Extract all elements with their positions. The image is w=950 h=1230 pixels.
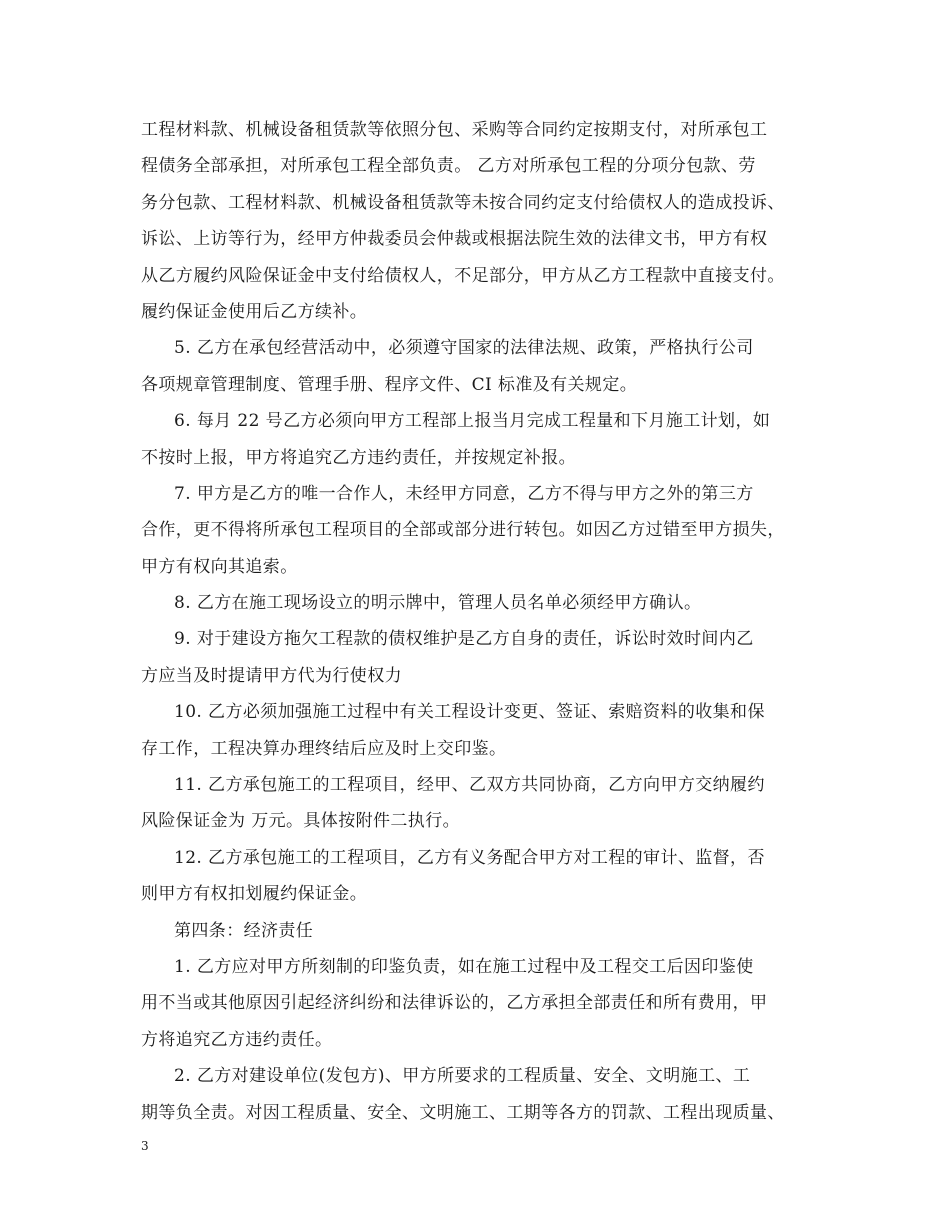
text-line: 10. 乙方必须加强施工过程中有关工程设计变更、签证、索赔资料的收集和保 (174, 702, 765, 723)
text-line: 用不当或其他原因引起经济纠纷和法律诉讼的，乙方承担全部责任和所有费用，甲 (141, 993, 768, 1014)
text-line: 诉讼、上访等行为，经甲方仲裁委员会仲裁或根据法院生效的法律文书，甲方有权 (141, 229, 768, 250)
text-line: 甲方有权向其追索。 (141, 556, 298, 577)
text-line: 风险保证金为 万元。具体按附件二执行。 (141, 811, 461, 832)
text-line: 第四条：经济责任 (174, 920, 314, 941)
text-line: 程债务全部承担，对所承包工程全部负责。 乙方对所承包工程的分项分包款、劳 (141, 156, 756, 177)
text-line: 8. 乙方在施工现场设立的明示牌中，管理人员名单必须经甲方确认。 (174, 593, 702, 614)
text-line: 履约保证金使用后乙方续补。 (141, 301, 368, 322)
text-line: 存工作，工程决算办理终结后应及时上交印鉴。 (141, 738, 507, 759)
text-line: 方将追究乙方违约责任。 (141, 1029, 333, 1050)
text-line: 7. 甲方是乙方的唯一合作人，未经甲方同意，乙方不得与甲方之外的第三方 (174, 483, 754, 504)
text-line: 工程材料款、机械设备租赁款等依照分包、采购等合同约定按期支付，对所承包工 (141, 120, 768, 140)
text-line: 9. 对于建设方拖欠工程款的债权维护是乙方自身的责任，诉讼时效时间内乙 (174, 629, 754, 650)
text-line: 务分包款、工程材料款、机械设备租赁款等未按合同约定支付给债权人的造成投诉、 (141, 192, 785, 213)
text-line: 1. 乙方应对甲方所刻制的印鉴负责，如在施工过程中及工程交工后因印鉴使 (174, 956, 754, 977)
text-line: 期等负全责。对因工程质量、安全、文明施工、工期等各方的罚款、工程出现质量、 (141, 1102, 785, 1123)
text-line: 11. 乙方承包施工的工程项目，经甲、乙双方共同协商，乙方向甲方交纳履约 (174, 775, 765, 796)
text-line: 合作，更不得将所承包工程项目的全部或部分进行转包。如因乙方过错至甲方损失， (141, 520, 785, 541)
text-line: 12. 乙方承包施工的工程项目，乙方有义务配合甲方对工程的审计、监督，否 (174, 847, 765, 868)
text-line: 从乙方履约风险保证金中支付给债权人，不足部分，甲方从乙方工程款中直接支付。 (141, 265, 785, 286)
text-line: 各项规章管理制度、管理手册、程序文件、CI 标准及有关规定。 (141, 374, 638, 395)
document-body (141, 112, 821, 1131)
text-line: 方应当及时提请甲方代为行使权力 (141, 665, 402, 686)
page-number: 3 (141, 1139, 149, 1153)
text-line: 5. 乙方在承包经营活动中，必须遵守国家的法律法规、政策，严格执行公司 (174, 338, 754, 359)
text-line: 6. 每月 22 号乙方必须向甲方工程部上报当月完成工程量和下月施工计划，如 (174, 411, 771, 432)
text-line: 则甲方有权扣划履约保证金。 (141, 884, 368, 905)
text-line: 不按时上报，甲方将追究乙方违约责任，并按规定补报。 (141, 447, 576, 468)
text-line: 2. 乙方对建设单位(发包方)、甲方所要求的工程质量、安全、文明施工、工 (174, 1066, 751, 1087)
